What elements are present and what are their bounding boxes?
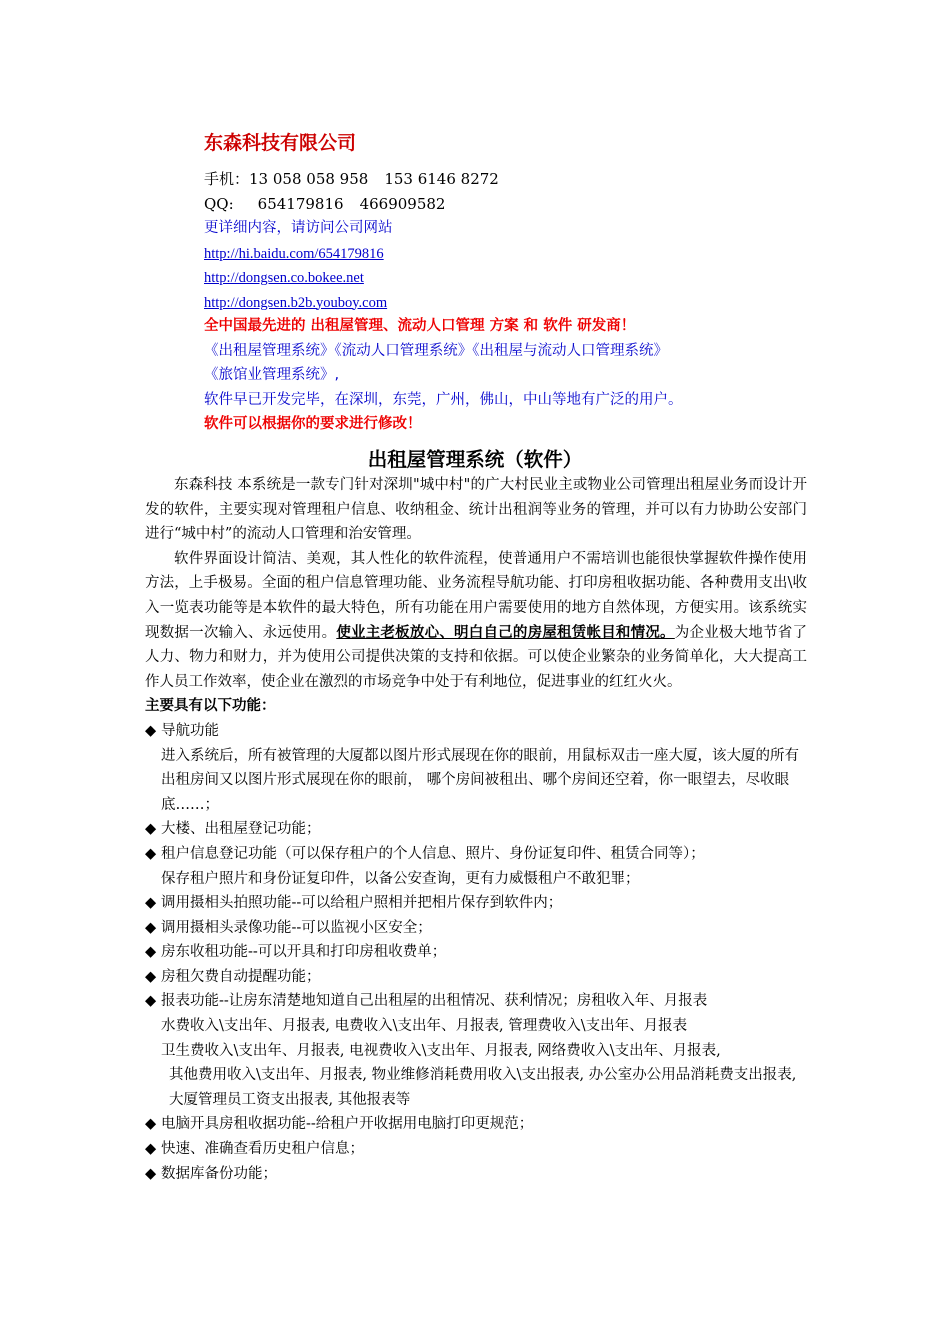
feature-item: ◆ 导航功能 bbox=[145, 719, 807, 744]
intro-paragraph: 东森科技 本系统是一款专门针对深圳"城中村"的广大村民业主或物业公司管理出租屋业务而设计开发的软件，主要实现对管理租户信息、收纳租金、统计出租润等业务的管理，并可以有力协助公安部门进行“城中村”的流动人口管理和治安管理。 bbox=[145, 477, 807, 543]
feature-item: ◆ 租户信息登记功能（可以保存租户的个人信息、照片、身份证复印件、租赁合同等）； bbox=[145, 842, 807, 867]
qq-number-2: 466909582 bbox=[359, 194, 446, 213]
feature-detail: 其他费用收入\支出年、月报表, 物业维修消耗费用收入\支出报表, 办公室办公用品消耗费支出报表, 大厦管理员工资支出报表, 其他报表等 bbox=[169, 1067, 797, 1108]
feature-item: ◆ 调用摄相头录像功能--可以监视小区安全； bbox=[145, 916, 807, 941]
paragraph-text-b: 为企业极大地节省了人力、物力和财力，并为使用公司提供决策的支持和依据。可以使企业繁杂的业务简单化，大大提高工作人员工作效率，使企业在激烈的市场竞争中处于有利地位，促进事业的红红火火。 bbox=[145, 624, 808, 690]
feature-item: ◆ 房东收租功能--可以开具和打印房租收费单； bbox=[145, 940, 807, 965]
document-title: 出租屋管理系统（软件） bbox=[367, 448, 583, 471]
company-header bbox=[204, 127, 844, 437]
feature-item: ◆ 数据库备份功能； bbox=[145, 1162, 807, 1187]
phone-number-1: 13 058 058 958 bbox=[249, 170, 369, 188]
phone-label: 手机： bbox=[204, 170, 250, 188]
diamond-bullet-icon: ◆ bbox=[145, 1165, 157, 1182]
qq-line bbox=[204, 192, 844, 217]
underlined-emphasis: 使业主老板放心、明白自己的房屋租赁帐目和情况。 bbox=[336, 623, 675, 641]
feature-detail: 卫生费收入\支出年、月报表, 电视费收入\支出年、月报表, 网络费收入\支出年、月报表, bbox=[161, 1042, 721, 1059]
phone-line bbox=[204, 167, 844, 192]
feature-item: ◆ 报表功能--让房东清楚地知道自己出租屋的出租情况、获利情况；房租收入年、月报表 bbox=[145, 989, 807, 1014]
feature-item: ◆ 快速、准确查看历史租户信息； bbox=[145, 1137, 807, 1162]
feature-detail: 进入系统后，所有被管理的大厦都以图片形式展现在你的眼前，用鼠标双击一座大厦，该大厦的所有出租房间又以图片形式展现在你的眼前， 哪个房间被租出、哪个房间还空着，你一眼望去，尽收眼底……； bbox=[161, 747, 799, 813]
feature-item: ◆ 调用摄相头拍照功能--可以给租户照相并把相片保存到软件内； bbox=[145, 891, 807, 916]
company-name: 东森科技有限公司 bbox=[204, 132, 357, 154]
slogan: 全中国最先进的 出租屋管理、流动人口管理 方案 和 软件 研发商！ bbox=[204, 318, 636, 334]
diamond-bullet-icon: ◆ bbox=[145, 1141, 157, 1158]
features-heading: 主要具有以下功能： bbox=[145, 697, 276, 715]
diamond-bullet-icon: ◆ bbox=[145, 821, 157, 838]
feature-detail: 保存租户照片和身份证复印件，以备公安查询，更有力威慑租户不敢犯罪； bbox=[161, 870, 640, 887]
feature-item: ◆ 电脑开具房租收据功能--给租户开收据用电脑打印更规范； bbox=[145, 1112, 807, 1137]
visit-website-text: 更详细内容，请访问公司网站 bbox=[204, 220, 393, 236]
paragraph-text-a: 软件界面设计简洁、美观，其人性化的软件流程，使普通用户不需培训也能很快掌握软件操作使用方法，上手极易。全面的租户信息管理功能、业务流程导航功能、打印房租收据功能、各种费用支出\收入一览表功能等是本软件的最大特色，所有功能在用户需要使用的地方自然体现，方便实用。该系统实现数据一次输入、永远使用。 bbox=[145, 550, 807, 641]
diamond-bullet-icon: ◆ bbox=[145, 845, 157, 862]
link-youboy[interactable]: http://dongsen.b2b.youboy.com bbox=[204, 294, 388, 311]
qq-label: QQ: bbox=[204, 194, 234, 213]
feature-item: ◆ 房租欠费自动提醒功能； bbox=[145, 965, 807, 990]
diamond-bullet-icon: ◆ bbox=[145, 919, 157, 936]
feature-detail: 水费收入\支出年、月报表, 电费收入\支出年、月报表, 管理费收入\支出年、月报表 bbox=[161, 1018, 688, 1035]
diamond-bullet-icon: ◆ bbox=[145, 895, 157, 912]
diamond-bullet-icon: ◆ bbox=[145, 722, 157, 739]
features-paragraph bbox=[145, 547, 807, 695]
diamond-bullet-icon: ◆ bbox=[145, 968, 157, 985]
link-baidu[interactable]: http://hi.baidu.com/654179816 bbox=[204, 245, 384, 262]
users-text: 软件早已开发完毕，在深圳，东莞，广州，佛山，中山等地有广泛的用户。 bbox=[204, 391, 683, 408]
product-list-1: 《出租屋管理系统》《流动人口管理系统》《出租屋与流动人口管理系统》 bbox=[204, 342, 668, 359]
diamond-bullet-icon: ◆ bbox=[145, 1116, 157, 1133]
qq-number-1: 654179816 bbox=[257, 194, 344, 213]
phone-number-2: 153 6146 8272 bbox=[384, 170, 499, 188]
diamond-bullet-icon: ◆ bbox=[145, 993, 157, 1010]
link-bokee[interactable]: http://dongsen.co.bokee.net bbox=[204, 270, 364, 286]
feature-item: ◆ 大楼、出租屋登记功能； bbox=[145, 817, 807, 842]
custom-text: 软件可以根据你的要求进行修改！ bbox=[204, 416, 422, 432]
diamond-bullet-icon: ◆ bbox=[145, 944, 157, 961]
document-body bbox=[145, 473, 807, 1186]
product-list-2: 《旅馆业管理系统》, bbox=[204, 367, 340, 383]
